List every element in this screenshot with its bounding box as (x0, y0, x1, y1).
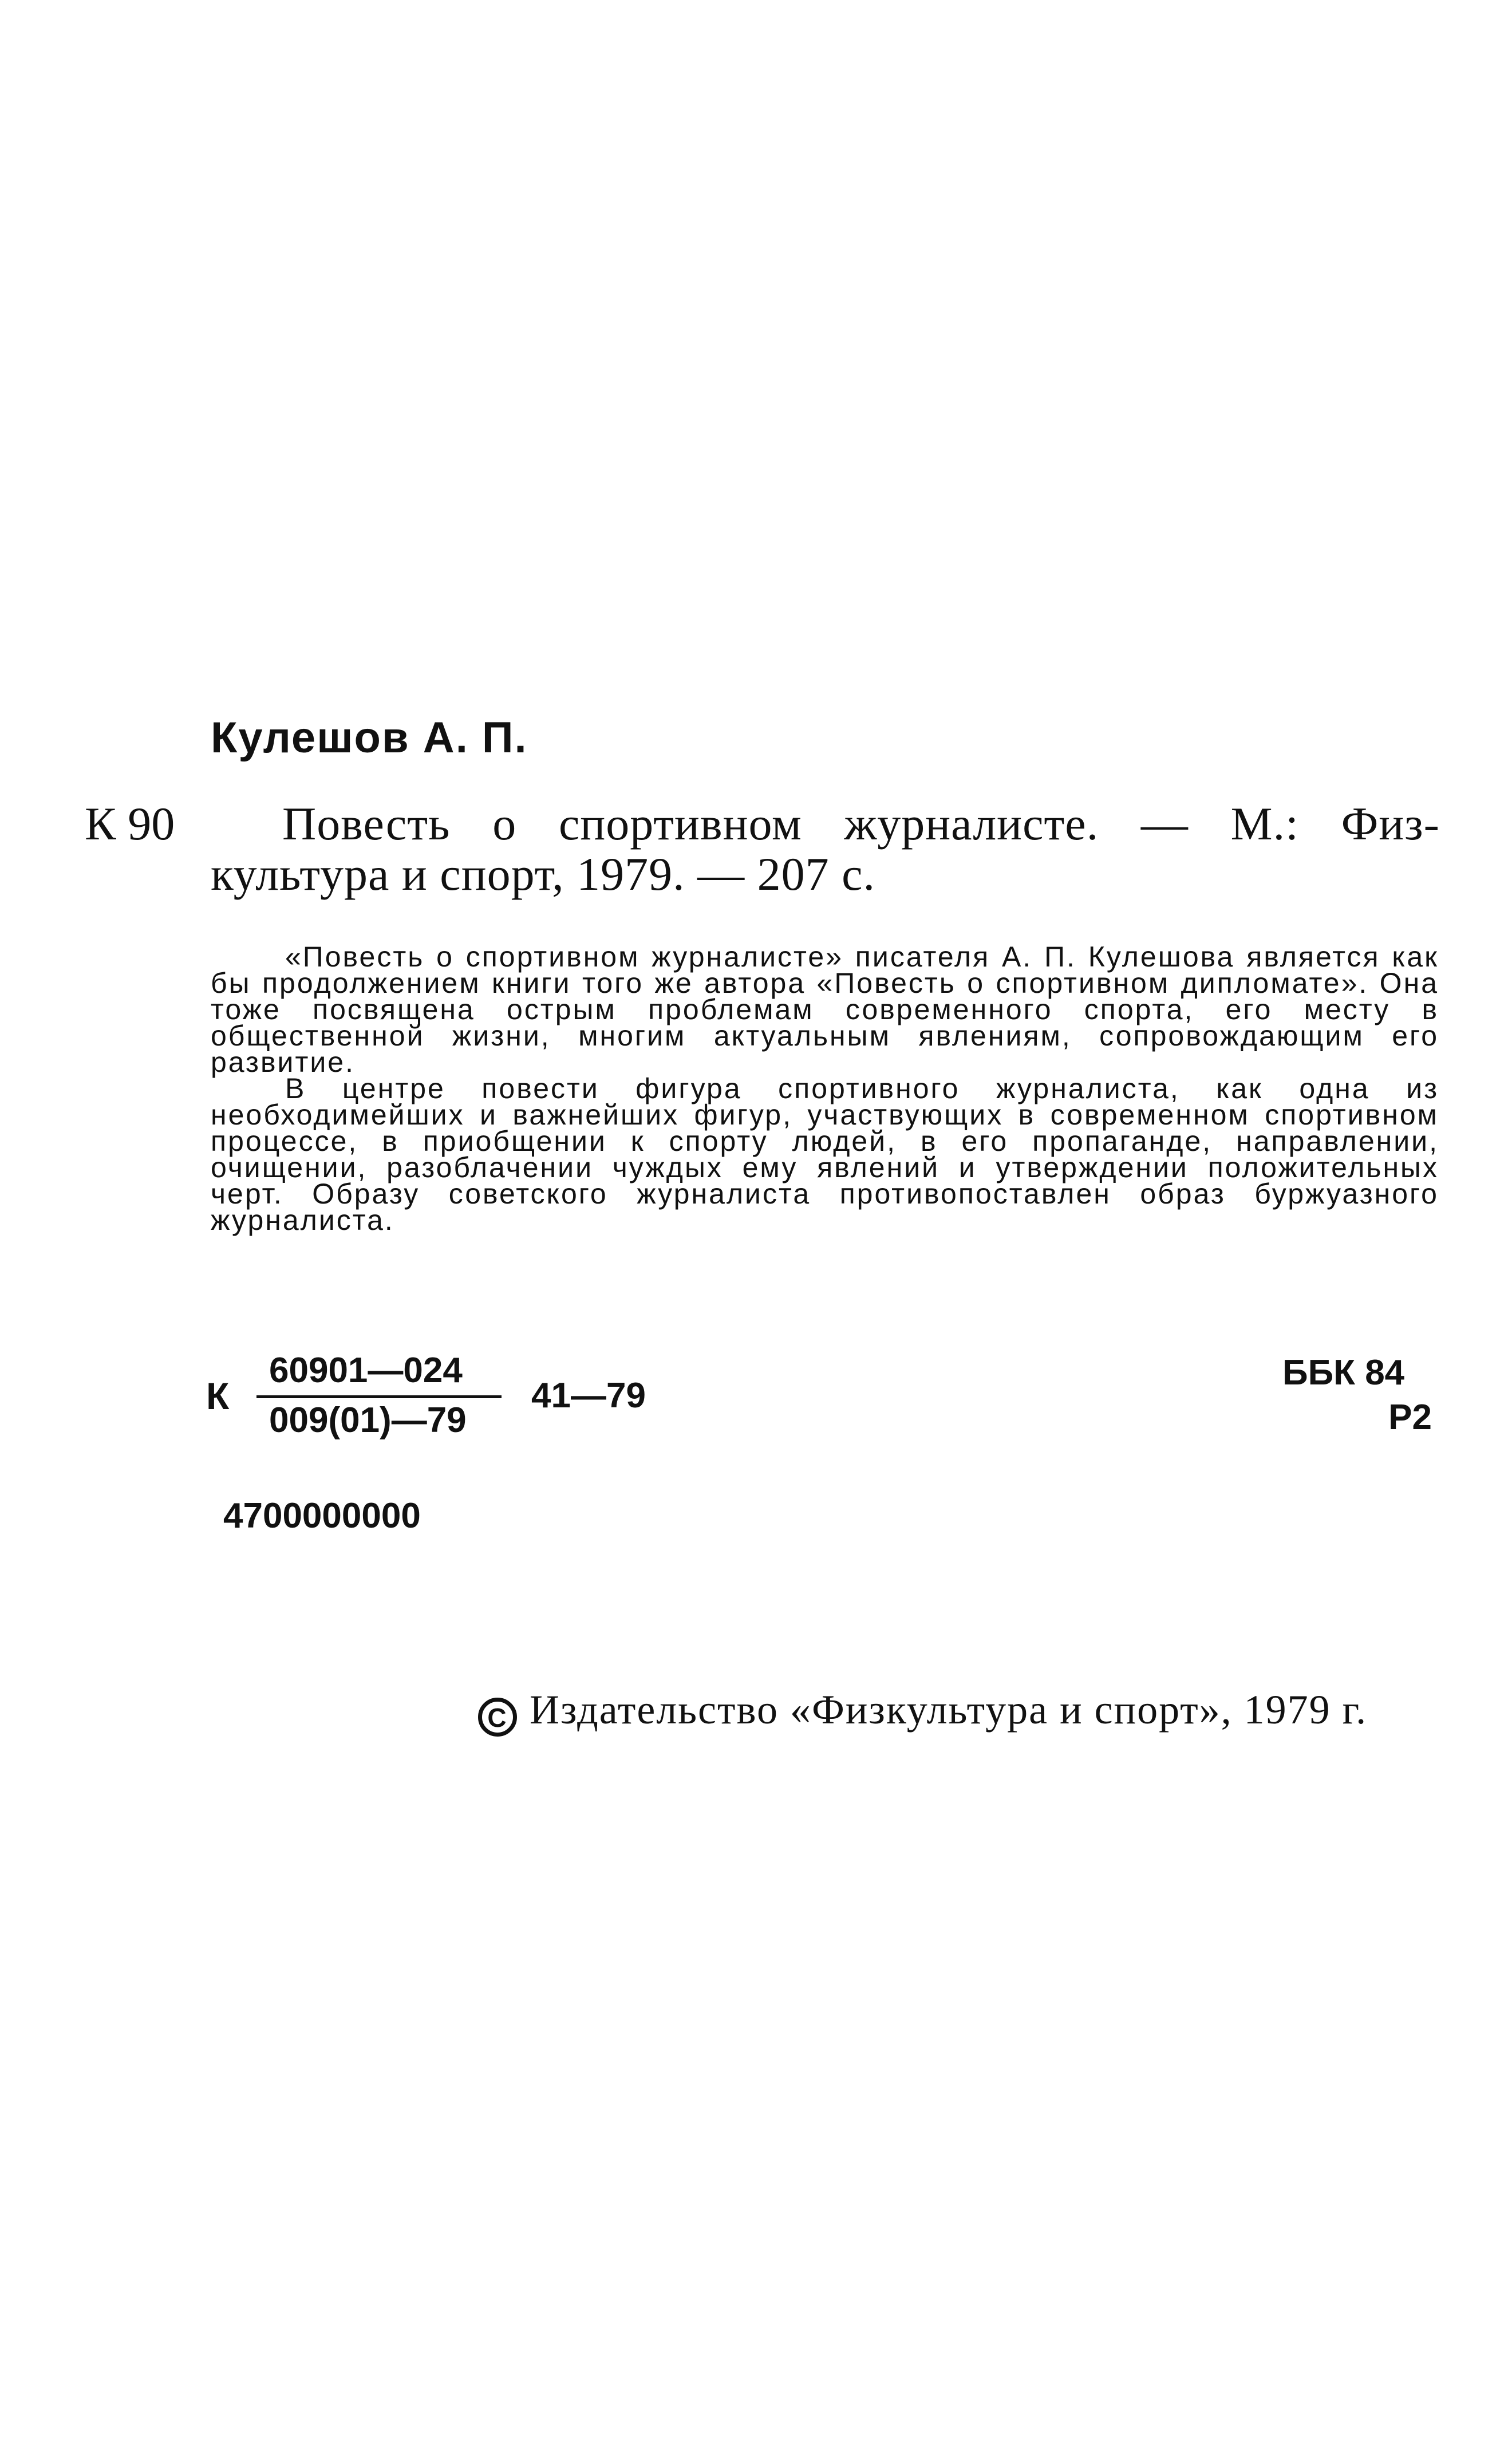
annotation-paragraph-1: «Повесть о спортивном журналисте» писателя А. П. Кулешова является как бы продолжением книги того же автора «Повесть о спортивном дипломате». Она тоже посвящена острым проблемам современного спорта, его месту в общественной жизни, многим актуальным явлениям, сопровождающим его развитие. (211, 941, 1439, 1078)
index-letter: К (206, 1375, 230, 1417)
author-name: Кулешов А. П. (211, 713, 528, 762)
annotation-paragraph-2: В центре повести фигура спортивного журналиста, как одна из необходимейших и важнейших фигур, участвующих в современном спортивном процессе, в приобщении к спорту людей, в его пропаганде, направлении, очищении, разоблачении чуждых ему явлений и утверждении положительных черт. Образу советского журналиста противопоставлен образ буржуазного журналиста. (211, 1072, 1439, 1236)
bbk-subcode: Р2 (1388, 1398, 1432, 1437)
annotation (211, 941, 1439, 1236)
copyright-icon: C (478, 1698, 517, 1737)
index-order: 41—79 (531, 1376, 646, 1415)
index-denominator: 009(01)—79 (269, 1400, 467, 1440)
catalog-mark: К 90 (85, 798, 175, 850)
title-line-1: Повесть о спортивном журналисте. — М.: Физ- (282, 798, 1440, 850)
title-line-2: культура и спорт, 1979. — 207 с. (211, 848, 876, 900)
copyright-line (478, 1686, 1367, 1737)
copyright-text: Издательство «Физкультура и спорт», 1979 г. (530, 1687, 1368, 1733)
index-numerator: 60901—024 (269, 1351, 463, 1390)
publication-number: 4700000000 (223, 1496, 421, 1536)
fraction-rule (256, 1395, 502, 1398)
bbk-code: ББК 84 (1282, 1353, 1405, 1392)
